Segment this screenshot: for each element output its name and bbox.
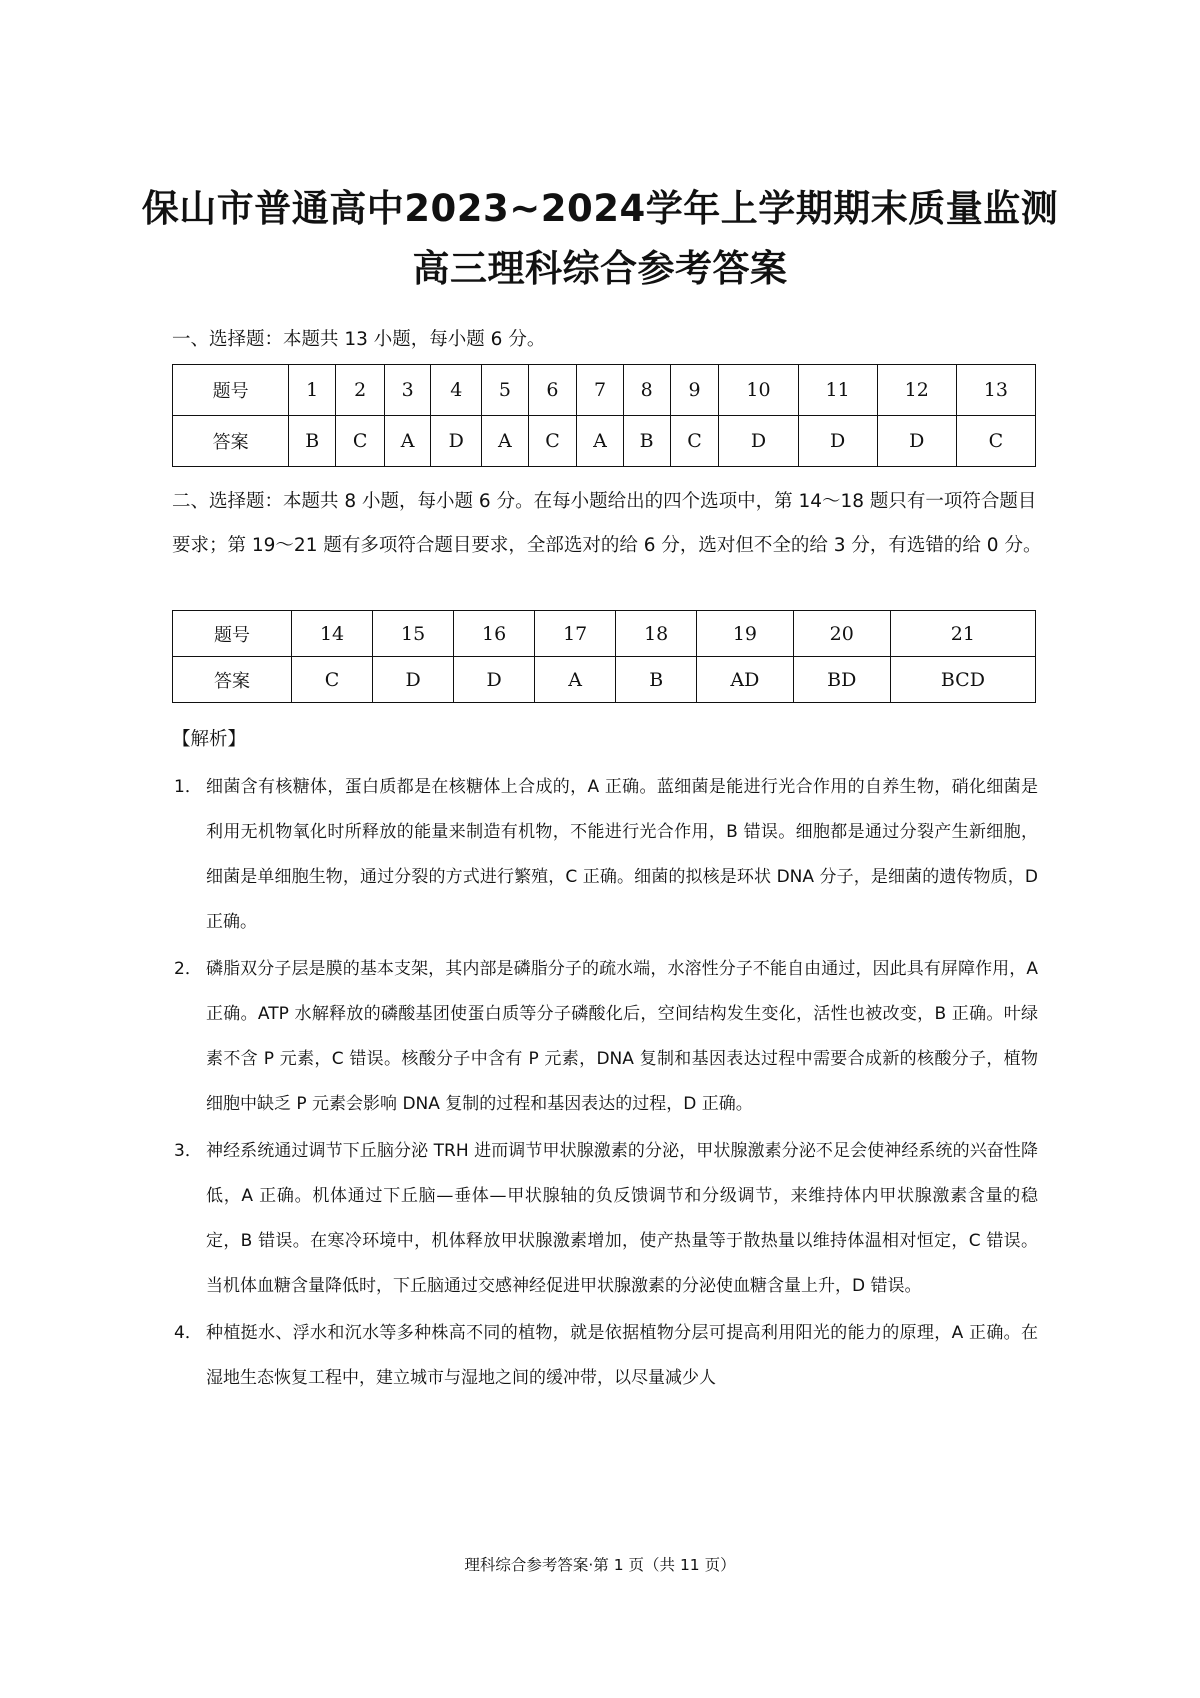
question-number: 4 — [431, 365, 482, 416]
item-text: 种植挺水、浮水和沉水等多种株高不同的植物，就是依据植物分层可提高利用阳光的能力的原理，A 正确。在湿地生态恢复工程中，建立城市与湿地之间的缓冲带，以尽量减少人 — [206, 1323, 1038, 1388]
document-subtitle: 高三理科综合参考答案 — [412, 247, 788, 290]
analysis-item — [172, 1311, 1038, 1401]
question-number: 18 — [616, 611, 697, 657]
question-number: 15 — [373, 611, 454, 657]
answer-cell: A — [482, 416, 528, 467]
answer-cell: D — [431, 416, 482, 467]
answer-row — [173, 416, 1036, 467]
question-number: 17 — [535, 611, 616, 657]
page-footer: 理科综合参考答案·第 1 页（共 11 页） — [464, 1556, 736, 1574]
item-number: 4． — [174, 1323, 202, 1343]
answer-cell: D — [719, 416, 798, 467]
item-number: 3． — [174, 1141, 202, 1161]
answer-cell: C — [292, 657, 373, 703]
answer-cell: B — [623, 416, 670, 467]
question-number: 12 — [877, 365, 956, 416]
answer-cell: C — [336, 416, 385, 467]
question-number-row — [173, 611, 1036, 657]
question-number: 5 — [482, 365, 528, 416]
question-number: 16 — [454, 611, 535, 657]
question-number: 6 — [528, 365, 577, 416]
question-number: 19 — [697, 611, 793, 657]
item-text: 神经系统通过调节下丘脑分泌 TRH 进而调节甲状腺激素的分泌，甲状腺激素分泌不足会使神经系统的兴奋性降低，A 正确。机体通过下丘脑—垂体—甲状腺轴的负反馈调节和分级调节，来维持体内甲状腺激素含量的稳定，B 错误。在寒冷环境中，机体释放甲状腺激素增加，使产热量等于散热量以维持体温相对恒定，C 错误。当机体血糖含量降低时，下丘脑通过交感神经促进甲状腺激素的分泌使血糖含量上升，D 错误。 — [206, 1141, 1038, 1296]
analysis-item — [172, 1129, 1038, 1309]
answer-cell: D — [798, 416, 877, 467]
question-number: 8 — [623, 365, 670, 416]
question-number: 20 — [793, 611, 890, 657]
question-number: 21 — [890, 611, 1035, 657]
item-number: 1． — [174, 777, 202, 797]
answer-cell: B — [289, 416, 336, 467]
question-number: 1 — [289, 365, 336, 416]
answer-cell: C — [528, 416, 577, 467]
item-number: 2． — [174, 959, 202, 979]
row-label: 答案 — [173, 416, 289, 467]
answer-cell: C — [670, 416, 719, 467]
answer-cell: B — [616, 657, 697, 703]
answer-cell: A — [535, 657, 616, 703]
analysis-list — [172, 765, 1038, 1403]
answer-cell: BD — [793, 657, 890, 703]
question-number: 3 — [385, 365, 431, 416]
section2-answer-table — [172, 610, 1036, 703]
analysis-item — [172, 765, 1038, 945]
row-label: 答案 — [173, 657, 292, 703]
question-number: 13 — [956, 365, 1035, 416]
row-label: 题号 — [173, 611, 292, 657]
document-title: 保山市普通高中2023~2024学年上学期期末质量监测 — [141, 187, 1059, 230]
section2-heading: 二、选择题：本题共 8 小题，每小题 6 分。在每小题给出的四个选项中，第 14～18 题只有一项符合题目要求；第 19～21 题有多项符合题目要求，全部选对的给 6 分，选对但不全的给 3 分，有选错的给 0 分。 — [172, 491, 1042, 556]
answer-cell: D — [454, 657, 535, 703]
analysis-item — [172, 947, 1038, 1127]
question-number: 9 — [670, 365, 719, 416]
question-number: 10 — [719, 365, 798, 416]
answer-cell: D — [877, 416, 956, 467]
answer-cell: A — [577, 416, 623, 467]
analysis-heading: 【解析】 — [172, 729, 247, 750]
item-text: 细菌含有核糖体，蛋白质都是在核糖体上合成的，A 正确。蓝细菌是能进行光合作用的自养生物，硝化细菌是利用无机物氧化时所释放的能量来制造有机物，不能进行光合作用，B 错误。细胞都是通过分裂产生新细胞，细菌是单细胞生物，通过分裂的方式进行繁殖，C 正确。细菌的拟核是环状 DNA 分子，是细菌的遗传物质，D 正确。 — [206, 777, 1038, 932]
answer-cell: BCD — [890, 657, 1035, 703]
question-number: 11 — [798, 365, 877, 416]
section1-answer-table — [172, 364, 1036, 467]
answer-cell: C — [956, 416, 1035, 467]
answer-cell: AD — [697, 657, 793, 703]
question-number: 7 — [577, 365, 623, 416]
answer-cell: D — [373, 657, 454, 703]
row-label: 题号 — [173, 365, 289, 416]
question-number: 2 — [336, 365, 385, 416]
item-text: 磷脂双分子层是膜的基本支架，其内部是磷脂分子的疏水端，水溶性分子不能自由通过，因此具有屏障作用，A 正确。ATP 水解释放的磷酸基团使蛋白质等分子磷酸化后，空间结构发生变化，活性也被改变，B 正确。叶绿素不含 P 元素，C 错误。核酸分子中含有 P 元素，DNA 复制和基因表达过程中需要合成新的核酸分子，植物细胞中缺乏 P 元素会影响 DNA 复制的过程和基因表达的过程，D 正确。 — [206, 959, 1038, 1114]
answer-cell: A — [385, 416, 431, 467]
question-number-row — [173, 365, 1036, 416]
answer-row — [173, 657, 1036, 703]
question-number: 14 — [292, 611, 373, 657]
section1-heading: 一、选择题：本题共 13 小题，每小题 6 分。 — [172, 329, 546, 350]
